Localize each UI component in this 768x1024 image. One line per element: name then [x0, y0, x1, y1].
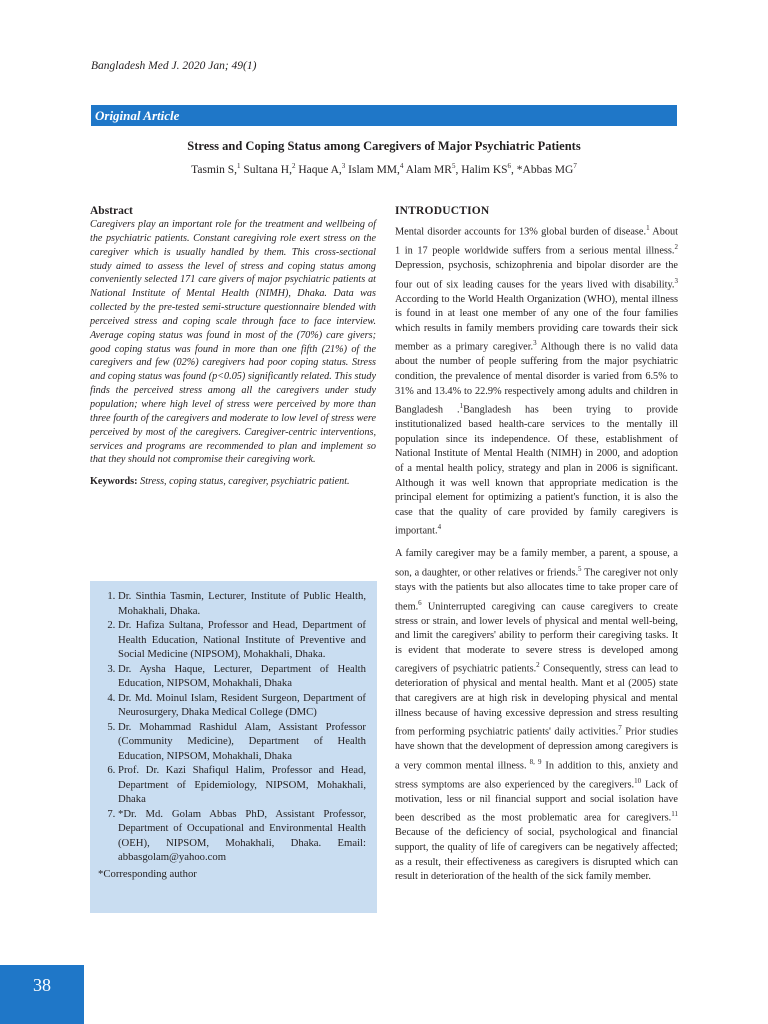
paragraph-text: Prior studies have shown that the development of depression among caregivers is a very common mental illness.	[395, 726, 678, 772]
citation-reference: 11	[671, 810, 678, 819]
paragraph-text: Uninterrupted caregiving can cause caregivers to create stress or strain, and lower levels of physical and mental well-being, and limit the caregivers' ability to perform their caregiving tasks. It is evident that moderate to severe stress is developed among caregivers of psychiatric patients.	[395, 601, 678, 675]
paragraph-text: About 1 in 17 people worldwide suffers from a serious mental illness.	[395, 226, 679, 257]
corresponding-author-note: *Corresponding author	[98, 867, 197, 880]
affiliation-item: 3. Dr. Aysha Haque, Lecturer, Department of Health Education, NIPSOM, Mohakhali, Dhaka	[118, 662, 366, 691]
journal-citation: Bangladesh Med J. 2020 Jan; 49(1)	[91, 60, 257, 72]
paragraph-text: The caregiver not only stays with the patients but also allocates time to take proper care of them.	[395, 567, 678, 613]
introduction-paragraph-2	[395, 547, 678, 884]
citation-reference: 3	[674, 276, 678, 285]
affiliation-item: 4. Dr. Md. Moinul Islam, Resident Surgeon, Department of Neurosurgery, Dhaka Medical College (DMC)	[118, 691, 366, 720]
abstract-heading: Abstract	[90, 205, 133, 217]
paragraph-text: According to the World Health Organization (WHO), mental illness is found in at least one member of any one of the four families which results in family members providing care towards their sick member as a primary caregiver.	[395, 293, 678, 353]
keywords-text: Stress, coping status, caregiver, psychiatric patient.	[137, 476, 350, 488]
affiliation-item: 6. Prof. Dr. Kazi Shafiqul Halim, Professor and Head, Department of Epidemiology, NIPSOM, Mohakhali, Dhaka	[118, 763, 366, 807]
affiliation-item: 1. Dr. Sinthia Tasmin, Lecturer, Institute of Public Health, Mohakhali, Dhaka.	[118, 589, 366, 618]
author-name: Haque A,	[295, 163, 342, 176]
author-affiliation-number: 3	[341, 162, 346, 170]
author-name: , *Abbas MG	[511, 163, 574, 176]
author-name: , Halim KS	[455, 163, 508, 176]
abstract-text: Caregivers play an important role for the treatment and wellbeing of the psychiatric patients. Constant caregiving role exert stress on the caregiver which is usually handled by them. This cross-sectional study aimed to assess the level of stress and coping status among conveniently selected 171 care givers of major psychiatric patients at National Institute of Mental Health (NIMH), Dhaka. Data was collected by the pre-tested semi-structure questionnaire blended with perceived stress and coping scale through face to face interview. Average coping status was found in most of the (70%) care givers; good coping status was found in more than one fifth (21%) of the caregivers and few (02%) caregivers had poor coping status. Stress and coping status was found (p<0.05) significantly related. This study finds the perceived stress among all the caregivers under study population; where high level of stress were perceived by more than three fourth of the caregivers and moderate to low level of stress were perceived by most of the caregivers. Caregiver-centric interventions, services and programs are recommended to plan and implement so that they should not compromise their caregiving work.	[90, 219, 376, 466]
affiliation-item: 2. Dr. Hafiza Sultana, Professor and Head, Department of Health Education, National Institute of Preventive and Social Medicine (NIPSOM), Mohakhali, Dhaka.	[118, 618, 366, 662]
citation-reference: 1	[646, 224, 650, 232]
affiliation-item[interactable]: 7. *Dr. Md. Golam Abbas PhD, Assistant Professor, Department of Occupational and Environmental Health (OEH), NIPSOM, Mohakhali, Dhaka. Email: abbasgolam@yahoo.com	[118, 807, 366, 865]
author-name: Alam MR	[403, 163, 452, 176]
page-number: 38	[33, 975, 51, 995]
author-name: Islam MM,	[345, 163, 400, 176]
article-title: Stress and Coping Status among Caregivers of Major Psychiatric Patients	[187, 139, 581, 153]
citation-reference: 3	[533, 339, 537, 348]
introduction-heading: INTRODUCTION	[395, 205, 490, 217]
citation-reference: 5	[578, 565, 582, 573]
citation-reference: 4	[437, 523, 442, 532]
citation-reference: 1	[459, 402, 464, 411]
paragraph-text: Bangladesh has been trying to provide institutionalized based health-care services to the mentally ill population since its independence. Of these, establishment of National Institute of Mental Health (NIMH) in 2000, and adoption of a mental health policy, strategy and plan in 2006 is significant. Although it was well known that appropriate medication is the principal element for optimizing a patient's function, it is also the case that the quality of care provided by family caregivers is important.	[395, 404, 678, 537]
paragraph-text: In addition to this, anxiety and stress symptoms are also experienced by the caregivers.	[395, 760, 679, 791]
page-number-box	[0, 965, 84, 1024]
author-affiliation-number: 5	[451, 162, 456, 170]
citation-reference: 8, 9	[526, 757, 542, 766]
author-affiliation-number: 2	[291, 162, 296, 170]
abstract-column	[90, 205, 376, 489]
paragraph-text: Mental disorder accounts for 13% global burden of disease.	[395, 226, 647, 238]
author-name: Tasmin S,	[191, 163, 238, 176]
keywords-label: Keywords:	[90, 476, 138, 488]
section-banner: Original Article	[91, 105, 677, 126]
author-affiliation-number: 7	[573, 162, 577, 170]
paragraph-text: Lack of motivation, less or nil financial support and social isolation have been described as the most problematic area for caregivers.	[395, 779, 678, 824]
author-affiliation-number: 1	[237, 162, 241, 170]
paragraph-text: Because of the deficiency of social, psychological and financial support, the quality of life of caregivers can be negatively affected; as a result, their effectiveness as caregivers is disrupted which can result in deterioration of the health of the sick family member.	[395, 827, 678, 883]
paragraph-text: Although there is no valid data about the number of people suffering from the major psychiatric condition, the prevalence of mental disorder is varied from 6.5% to 31% and 13.4% to 22.9% respectively among adults and children in Bangladesh .	[395, 341, 678, 416]
citation-reference: 7	[618, 724, 622, 733]
citation-reference: 2	[674, 243, 678, 252]
paragraph-text: Depression, psychosis, schizophrenia and bipolar disorder are the four out of six leading causes for the years lived with disability.	[395, 260, 678, 291]
affiliations-list	[98, 589, 366, 865]
affiliation-item: 5. Dr. Mohammad Rashidul Alam, Assistant Professor (Community Medicine), Department of Health Education, NIPSOM, Mohakhali, Dhaka	[118, 720, 366, 764]
author-affiliation-number: 6	[507, 162, 512, 170]
introduction-paragraph-1	[395, 221, 678, 539]
author-affiliation-number: 4	[399, 162, 404, 170]
paragraph-text: Consequently, stress can lead to deterioration of physical and mental health. Mant et al (2005) state that caregivers are at high risk in developing physical and mental illness because of having excessive depression and stress resulting from performing psychiatric patients' daily activities.	[395, 663, 678, 738]
citation-reference: 6	[418, 598, 422, 607]
introduction-column	[395, 205, 678, 893]
affiliations-box	[90, 581, 377, 913]
paragraph-text: A family caregiver may be a family member, a parent, a spouse, a son, a daughter, or other relatives or friends.	[395, 548, 678, 579]
citation-reference: 10	[634, 776, 642, 785]
author-list	[91, 162, 677, 176]
keywords-line	[90, 475, 376, 489]
citation-reference: 2	[536, 661, 540, 670]
author-name: Sultana H,	[240, 163, 292, 176]
